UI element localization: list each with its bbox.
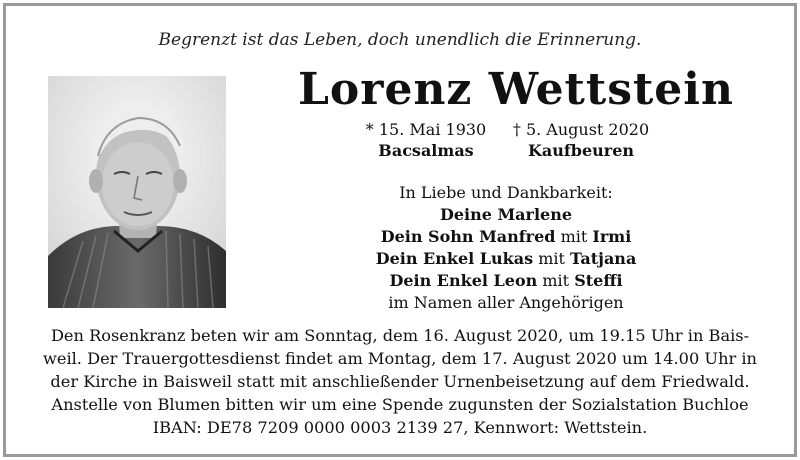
death-symbol: † — [512, 120, 521, 139]
mourner-main: Dein Enkel Lukas — [375, 249, 534, 268]
service-line: Den Rosenkranz beten wir am Sonntag, dem 16. August 2020, um 19.15 Uhr in Bais- — [50, 326, 750, 345]
mourner-main: Deine Marlene — [439, 205, 573, 224]
birth-date: 15. Mai 1930 — [378, 120, 487, 139]
mourner-conj: mit — [560, 227, 588, 246]
mourner-row — [306, 248, 706, 270]
donation-line: IBAN: DE78 7209 0000 0003 2139 27, Kennwort: Wettstein. — [152, 418, 648, 437]
obituary-card — [3, 3, 797, 457]
mourner-row — [306, 226, 706, 248]
death-place: Kaufbeuren — [527, 141, 635, 160]
service-line: weil. Der Trauergottesdienst findet am Montag, dem 17. August 2020 um 14.00 Uhr in — [43, 349, 757, 368]
death-info — [496, 120, 666, 160]
mourner-row — [306, 204, 706, 226]
mourners-intro: In Liebe und Dankbarkeit: — [399, 183, 613, 202]
deceased-name: Lorenz Wettstein — [297, 64, 735, 115]
birth-date-line — [351, 120, 501, 139]
mourner-conj: mit — [538, 249, 565, 268]
donation-note — [36, 393, 764, 439]
death-date: 5. August 2020 — [525, 120, 650, 139]
mourner-main: Dein Enkel Leon — [389, 271, 538, 290]
service-announcement — [36, 324, 764, 393]
birth-info — [351, 120, 501, 160]
portrait-photo — [48, 76, 226, 308]
mourner-partner: Tatjana — [570, 249, 637, 268]
mourner-main: Dein Sohn Manfred — [380, 227, 556, 246]
mourner-conj: mit — [542, 271, 570, 290]
mourner-partner: Irmi — [592, 227, 632, 246]
motto: Begrenzt ist das Leben, doch unendlich die Erinnerung. — [158, 30, 642, 50]
service-line: der Kirche in Baisweil statt mit anschließender Urnenbeisetzung auf dem Friedwald. — [50, 372, 750, 391]
death-date-line — [496, 120, 666, 139]
mourners-block — [306, 182, 706, 314]
birth-symbol: * — [365, 120, 374, 139]
mourner-row — [306, 270, 706, 292]
mourners-closing: im Namen aller Angehörigen — [388, 293, 624, 312]
birth-place: Bacsalmas — [378, 141, 474, 160]
mourner-partner: Steffi — [574, 271, 623, 290]
donation-line: Anstelle von Blumen bitten wir um eine Spende zugunsten der Sozialstation Buchloe — [51, 395, 749, 414]
